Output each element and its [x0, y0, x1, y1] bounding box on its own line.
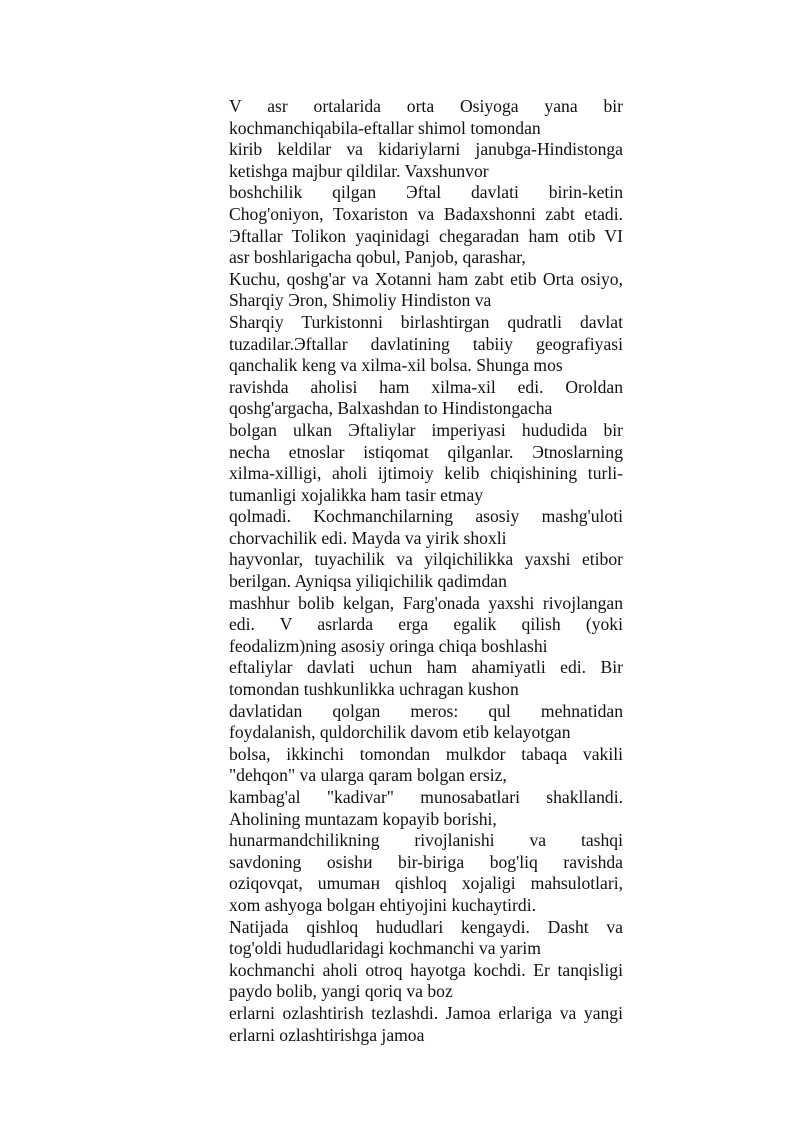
- text-line: qolmadi. Kochmanchilarning asosiy mashg'uloti: [229, 506, 623, 527]
- text-line: feodalizm)ning asosiy oringa chiqa boshlashi: [229, 635, 548, 656]
- text-line: savdoning osishи bir-biriga bog'liq ravishda: [229, 851, 623, 872]
- text-line: Эftallar Tolikon yaqinidagi chegaradan ham otib VI: [229, 225, 623, 246]
- text-line: erlarni ozlashtirishga jamoa: [229, 1024, 425, 1045]
- text-line: "dehqon" va ularga qaram bolgan ersiz,: [229, 765, 507, 786]
- text-line: V asr ortalarida orta Osiyoga yana bir: [229, 96, 623, 116]
- text-line: kochmanchi aholi otroq hayotga kochdi. Er tanqisligi: [229, 959, 623, 980]
- text-line: davlatidan qolgan meros: qul mehnatidan: [229, 700, 623, 721]
- text-line: oziqovqat, umumaн qishloq xojaligi mahsulotlari,: [229, 873, 623, 894]
- text-line: Chog'oniyon, Toxariston va Badaxshonni zabt etadi.: [229, 203, 623, 224]
- text-line: tumanligi xojalikka ham tasir etmay: [229, 484, 484, 505]
- text-line: qanchalik keng va xilma-xil bolsa. Shunga mos: [229, 355, 563, 376]
- text-line: qoshg'argacha, Balxashdan to Hindistongacha: [229, 398, 553, 419]
- text-line: Sharqiy Эron, Shimoliy Hindiston va: [229, 290, 492, 311]
- text-line: xom ashyoga bolgaн ehtiyojini kuchaytirdi.: [229, 894, 536, 915]
- text-line: kirib keldilar va kidariylarni janubga-Hindistonga: [229, 139, 623, 160]
- text-line: Aholining muntazam kopayib borishi,: [229, 808, 497, 829]
- text-line: berilgan. Ayniqsa yiliqichilik qadimdan: [229, 571, 507, 592]
- text-line: ravishda aholisi ham xilma-xil edi. Oroldan: [229, 376, 623, 397]
- text-line: xilma-xilligi, aholi ijtimoiy kelib chiqishining turli-: [229, 463, 623, 484]
- text-line: tuzadilar.Эftallar davlatining tabiiy geografiyasi: [229, 333, 623, 354]
- text-line: ketishga majbur qildilar. Vaxshunvor: [229, 160, 489, 181]
- text-line: eftaliylar davlati uchun ham ahamiyatli edi. Bir: [229, 657, 623, 678]
- text-line: necha etnoslar istiqomat qilganlar. Эtnoslarning: [229, 441, 623, 462]
- text-line: erlarni ozlashtirish tezlashdi. Jamoa erlariga va yangi: [229, 1002, 623, 1023]
- text-line: mashhur bolib kelgan, Farg'onada yaxshi rivojlangan: [229, 592, 623, 613]
- text-line: hunarmandchilikning rivojlanishi va tashqi: [229, 830, 623, 851]
- text-line: Natijada qishloq hududlari kengaydi. Dasht va: [229, 916, 623, 937]
- text-line: bolgan ulkan Эftaliylar imperiyasi hududida bir: [229, 419, 623, 440]
- text-line: hayvonlar, tuyachilik va yilqichilikka yaxshi etibor: [229, 549, 623, 570]
- text-line: Kuchu, qoshg'ar va Xotanni ham zabt etib Orta osiyo,: [229, 268, 623, 289]
- text-line: bolsa, ikkinchi tomondan mulkdor tabaqa vakili: [229, 743, 623, 764]
- text-line: kambag'al "kadivar" munosabatlari shakllandi.: [229, 787, 623, 807]
- text-line: Sharqiy Turkistonni birlashtirgan qudratli davlat: [229, 311, 623, 332]
- text-line: tog'oldi hududlaridagi kochmanchi va yarim: [229, 938, 541, 959]
- text-line: kochmanchiqabila-eftallar shimol tomondan: [229, 117, 541, 138]
- text-line: tomondan tushkunlikka uchragan kushon: [229, 679, 519, 700]
- body-text: [229, 96, 623, 1046]
- text-line: asr boshlarigacha qobul, Panjob, qarashar,: [229, 247, 526, 268]
- text-line: paydo bolib, yangi qoriq va boz: [229, 981, 453, 1002]
- text-line: chorvachilik edi. Mayda va yirik shoxli: [229, 527, 507, 548]
- text-line: boshchilik qilgan Эftal davlati birin-ketin: [229, 182, 623, 203]
- text-line: edi. V asrlarda erga egalik qilish (yoki: [229, 614, 623, 635]
- text-line: foydalanish, quldorchilik davom etib kelayotgan: [229, 722, 571, 743]
